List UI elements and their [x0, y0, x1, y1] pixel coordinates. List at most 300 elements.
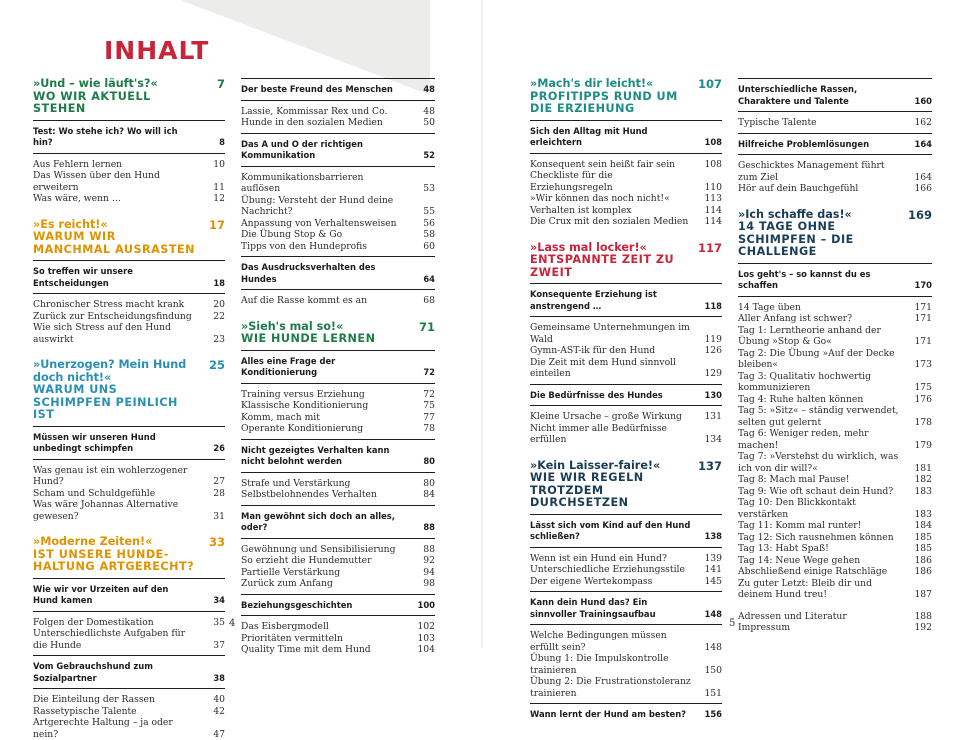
toc-column-3: [530, 78, 722, 721]
toc-subsection: [530, 597, 722, 620]
chapter-heading: [33, 78, 225, 116]
chapter-page-number: 33: [209, 536, 225, 549]
toc-entry-title: Anpassung von Verhaltensweisen: [241, 218, 397, 229]
toc-entry: [530, 205, 722, 217]
toc-entry: [33, 193, 225, 205]
toc-entry-title: Der beste Freund des Menschen: [241, 84, 393, 94]
toc-subsection: [738, 269, 932, 292]
toc-entry-title: Kleine Ursache – große Wirkung: [530, 411, 682, 422]
toc-entry-page: 58: [423, 229, 435, 241]
toc-entry: [738, 394, 932, 406]
toc-entry: [530, 322, 722, 345]
section-divider: [241, 350, 435, 351]
toc-entry: [530, 630, 722, 653]
toc-entry-title: Tag 7: »Verstehst du wirklich, was ich von dir will?«: [738, 451, 898, 474]
toc-entry: [738, 405, 932, 428]
toc-entry-title: Nicht immer alle Bedürfnisse erfüllen: [530, 423, 667, 446]
toc-entry-page: 48: [423, 84, 435, 96]
toc-entry-title: Das Eisbergmodell: [241, 621, 329, 632]
toc-entry: [530, 564, 722, 576]
toc-entry-page: 20: [213, 299, 225, 311]
section-divider: [241, 615, 435, 616]
toc-entry-page: 23: [213, 334, 225, 346]
chapter-page-number: 71: [419, 321, 435, 334]
toc-subsection: [33, 432, 225, 455]
toc-entry-page: 75: [423, 400, 435, 412]
toc-entry-title: Los geht's – so kannst du es schaffen: [738, 269, 870, 291]
toc-entry-page: 175: [914, 382, 932, 394]
toc-entry-page: 118: [705, 301, 722, 313]
section-divider: [530, 384, 722, 385]
toc-entry-title: Übung 2: Die Frustrationstoleranz trainieren: [530, 676, 691, 699]
toc-entry-title: Verhalten ist komplex: [530, 205, 631, 216]
toc-entry-title: Typische Talente: [738, 117, 817, 128]
toc-entry-page: 94: [423, 567, 435, 579]
toc-column-1: [33, 78, 225, 740]
toc-entry: [241, 295, 435, 307]
toc-entry: [738, 313, 932, 325]
toc-entry: [530, 653, 722, 676]
toc-entry-page: 60: [423, 241, 435, 253]
toc-subsection: [241, 84, 435, 96]
toc-entry-page: 88: [423, 544, 435, 556]
toc-entry-page: 185: [914, 532, 932, 544]
toc-entry: [241, 633, 435, 645]
toc-entry-page: 164: [915, 139, 932, 151]
toc-entry-page: 8: [219, 137, 225, 149]
toc-entry-page: 108: [704, 159, 722, 171]
toc-entry-title: Kann dein Hund das? Ein sinnvoller Trainingsaufbau: [530, 597, 656, 619]
chapter-page-number: 7: [217, 78, 225, 91]
toc-entry-page: 110: [704, 182, 722, 194]
page-title: INHALT: [104, 36, 209, 65]
section-divider: [33, 260, 225, 261]
toc-entry-title: Die Einteilung der Rassen: [33, 694, 155, 705]
toc-entry-page: 181: [914, 463, 932, 475]
toc-entry: [530, 576, 722, 588]
toc-entry-page: 126: [704, 345, 722, 357]
toc-entry-title: Quality Time mit dem Hund: [241, 644, 371, 655]
section-divider: [530, 153, 722, 154]
toc-entry-title: Hör auf dein Bauchgefühl: [738, 183, 858, 194]
toc-entry: [33, 694, 225, 706]
toc-entry: [241, 241, 435, 253]
toc-entry: [738, 117, 932, 129]
chapter-heading: [33, 219, 225, 257]
toc-entry-title: Gewöhnung und Sensibilisierung: [241, 544, 395, 555]
toc-subsection: [738, 84, 932, 107]
toc-entry-title: Prioritäten vermitteln: [241, 633, 343, 644]
toc-entry: [33, 465, 225, 488]
toc-entry: [738, 183, 932, 195]
toc-entry-page: 34: [213, 595, 225, 607]
toc-entry-page: 186: [914, 555, 932, 567]
toc-entry-page: 12: [213, 193, 225, 205]
chapter-heading: [738, 209, 932, 259]
section-divider: [738, 111, 932, 112]
toc-subsection: [241, 139, 435, 162]
toc-entry: [241, 117, 435, 129]
section-divider: [33, 120, 225, 121]
toc-entry-page: 187: [914, 589, 932, 601]
chapter-subtitle: WO WIR AKTUELL STEHEN: [33, 91, 197, 116]
toc-entry-page: 38: [213, 673, 225, 685]
toc-entry-page: 171: [914, 302, 932, 314]
toc-entry-title: Partielle Verstärkung: [241, 567, 340, 578]
toc-entry-page: 188: [914, 611, 932, 623]
toc-entry-title: Übung 1: Die Impulskontrolle trainieren: [530, 653, 669, 676]
toc-entry-page: 37: [213, 640, 225, 652]
toc-entry-title: Zurück zur Entscheidungsfindung: [33, 311, 192, 322]
section-divider: [738, 296, 932, 297]
chapter-heading: [530, 242, 722, 280]
toc-entry-page: 183: [914, 486, 932, 498]
chapter-title: »Kein Laisser-faire!«: [530, 459, 660, 472]
toc-entry: [738, 622, 932, 634]
section-divider: [530, 703, 722, 704]
toc-entry: [738, 428, 932, 451]
section-divider: [33, 426, 225, 427]
toc-entry-title: Zurück zum Anfang: [241, 578, 333, 589]
section-divider: [738, 78, 932, 79]
toc-entry: [738, 532, 932, 544]
toc-entry-title: Tag 4: Ruhe halten können: [738, 394, 863, 405]
toc-entry-page: 183: [914, 509, 932, 521]
toc-entry-title: Test: Wo stehe ich? Wo will ich hin?: [33, 126, 178, 148]
toc-entry-page: 114: [704, 205, 722, 217]
toc-entry-title: Was wäre Johannas Alternative gewesen?: [33, 499, 178, 522]
toc-entry: [530, 193, 722, 205]
toc-entry-page: 102: [417, 621, 435, 633]
toc-entry-title: Konsequent sein heißt fair sein: [530, 159, 675, 170]
toc-entry-page: 72: [423, 367, 435, 379]
toc-entry-title: Artgerechte Haltung – ja oder nein?: [33, 717, 173, 740]
toc-entry-page: 64: [423, 274, 435, 286]
toc-entry-page: 92: [423, 555, 435, 567]
section-divider: [241, 505, 435, 506]
section-divider: [33, 578, 225, 579]
toc-entry-page: 151: [704, 688, 722, 700]
toc-entry-title: Tag 2: Die Übung »Auf der Decke bleiben«: [738, 348, 895, 371]
toc-entry-page: 98: [423, 578, 435, 590]
toc-entry-title: Die Bedürfnisse des Hundes: [530, 390, 663, 400]
toc-entry-title: Unterschiedlichste Aufgaben für die Hunde: [33, 628, 185, 651]
toc-entry: [241, 389, 435, 401]
toc-subsection: [530, 709, 722, 721]
section-divider: [241, 538, 435, 539]
toc-entry-title: Selbstbelohnendes Verhalten: [241, 489, 377, 500]
toc-entry-page: 138: [705, 531, 722, 543]
section-divider: [33, 293, 225, 294]
toc-entry-page: 182: [914, 474, 932, 486]
toc-entry-page: 108: [705, 137, 722, 149]
toc-entry: [241, 400, 435, 412]
toc-entry-page: 22: [213, 311, 225, 323]
toc-entry: [738, 543, 932, 555]
chapter-subtitle: IST UNSERE HUNDE-HALTUNG ARTGERECHT?: [33, 549, 197, 574]
toc-entry-page: 148: [704, 642, 722, 654]
toc-entry-page: 184: [914, 520, 932, 532]
toc-entry-page: 56: [423, 218, 435, 230]
toc-entry-title: Tag 13: Habt Spaß!: [738, 543, 829, 554]
toc-entry-title: Training versus Erziehung: [241, 389, 365, 400]
toc-entry-page: 173: [914, 359, 932, 371]
toc-entry: [33, 617, 225, 629]
toc-entry-page: 150: [704, 665, 722, 677]
toc-entry-title: Tag 3: Qualitativ hochwertig kommunizieren: [738, 371, 871, 394]
section-divider: [530, 405, 722, 406]
toc-entry-page: 156: [705, 709, 722, 721]
toc-entry-title: So treffen wir unsere Entscheidungen: [33, 266, 133, 288]
section-divider: [530, 514, 722, 515]
toc-entry: [241, 555, 435, 567]
toc-entry-title: Konsequente Erziehung ist anstrengend …: [530, 289, 657, 311]
toc-entry-page: 103: [417, 633, 435, 645]
section-divider: [241, 472, 435, 473]
toc-entry-page: 130: [705, 390, 722, 402]
toc-subsection: [241, 356, 435, 379]
toc-entry-title: Müssen wir unseren Hund unbedingt schimpfen: [33, 432, 156, 454]
section-divider: [241, 256, 435, 257]
chapter-subtitle: ENTSPANNTE ZEIT ZU ZWEIT: [530, 254, 694, 279]
toc-entry: [241, 578, 435, 590]
page-number-right: 5: [729, 618, 735, 629]
section-divider: [241, 166, 435, 167]
toc-entry-page: 104: [417, 644, 435, 656]
toc-entry-title: Tag 6: Weniger reden, mehr machen!: [738, 428, 869, 451]
toc-entry: [530, 423, 722, 446]
toc-entry-title: 14 Tage üben: [738, 302, 801, 313]
toc-subsection: [33, 266, 225, 289]
section-divider: [241, 594, 435, 595]
toc-subsection: [33, 661, 225, 684]
chapter-subtitle: 14 TAGE OHNE SCHIMPFEN – DIE CHALLENGE: [738, 221, 904, 259]
toc-entry-title: Wie wir vor Urzeiten auf den Hund kamen: [33, 584, 168, 606]
toc-entry: [241, 106, 435, 118]
toc-entry: [738, 520, 932, 532]
toc-entry-page: 48: [423, 106, 435, 118]
toc-entry: [738, 611, 932, 623]
toc-entry-page: 42: [213, 706, 225, 718]
section-divider: [530, 624, 722, 625]
toc-entry: [530, 216, 722, 228]
chapter-heading: [530, 78, 722, 116]
toc-entry-page: 192: [914, 622, 932, 634]
toc-subsection: [530, 520, 722, 543]
toc-entry-title: Abschließend einige Ratschläge: [738, 566, 887, 577]
toc-entry-page: 72: [423, 389, 435, 401]
toc-entry-page: 100: [418, 600, 435, 612]
toc-entry-page: 119: [704, 334, 722, 346]
toc-entry: [530, 170, 722, 193]
toc-entry: [33, 488, 225, 500]
spacer: [738, 601, 932, 611]
section-divider: [530, 283, 722, 284]
page-number-left: 4: [229, 618, 235, 629]
toc-entry-title: Gemeinsame Unternehmungen im Wald: [530, 322, 690, 345]
toc-entry-page: 162: [914, 117, 932, 129]
section-divider: [33, 655, 225, 656]
toc-entry: [738, 302, 932, 314]
toc-entry-title: »Wir können das noch nicht!«: [530, 193, 670, 204]
toc-entry: [241, 644, 435, 656]
toc-entry-page: 176: [914, 394, 932, 406]
toc-entry-title: Tag 8: Mach mal Pause!: [738, 474, 849, 485]
toc-entry-title: Chronischer Stress macht krank: [33, 299, 184, 310]
toc-entry-page: 186: [914, 566, 932, 578]
toc-entry-page: 84: [423, 489, 435, 501]
toc-subsection: [33, 126, 225, 149]
toc-entry: [33, 311, 225, 323]
toc-column-4: [738, 78, 932, 634]
toc-entry-page: 28: [213, 488, 225, 500]
toc-entry-title: So erzieht die Hundemutter: [241, 555, 372, 566]
section-divider: [738, 133, 932, 134]
toc-entry: [33, 628, 225, 651]
toc-subsection: [530, 126, 722, 149]
toc-entry-page: 164: [914, 172, 932, 184]
section-divider: [738, 154, 932, 155]
toc-entry-title: Sich den Alltag mit Hund erleichtern: [530, 126, 648, 148]
toc-entry-title: Aller Anfang ist schwer?: [738, 313, 852, 324]
toc-subsection: [241, 600, 435, 612]
toc-column-2: [241, 78, 435, 656]
toc-subsection: [241, 511, 435, 534]
toc-entry-title: Wenn ist ein Hund ein Hund?: [530, 553, 667, 564]
toc-entry: [241, 423, 435, 435]
toc-entry-title: Unterschiedliche Erziehungsstile: [530, 564, 685, 575]
toc-entry: [738, 451, 932, 474]
chapter-title: »Sieh's mal so!«: [241, 320, 343, 333]
toc-entry: [241, 218, 435, 230]
section-divider: [33, 459, 225, 460]
toc-entry: [738, 160, 932, 183]
chapter-page-number: 169: [908, 209, 932, 222]
toc-entry: [738, 348, 932, 371]
chapter-page-number: 117: [698, 242, 722, 255]
section-divider: [241, 133, 435, 134]
section-divider: [530, 316, 722, 317]
toc-entry: [241, 478, 435, 490]
toc-entry-page: 185: [914, 543, 932, 555]
toc-entry-page: 31: [213, 511, 225, 523]
toc-entry-page: 18: [213, 278, 225, 290]
toc-entry-title: Komm, mach mit: [241, 412, 320, 423]
toc-entry-page: 148: [705, 609, 722, 621]
toc-entry-page: 40: [213, 694, 225, 706]
section-divider: [738, 263, 932, 264]
toc-entry-title: Strafe und Verstärkung: [241, 478, 350, 489]
toc-entry-title: Hilfreiche Problemlösungen: [738, 139, 869, 149]
toc-entry-title: Welche Bedingungen müssen erfüllt sein?: [530, 630, 667, 653]
toc-entry-page: 52: [423, 150, 435, 162]
toc-entry-page: 68: [423, 295, 435, 307]
chapter-subtitle: WIE WIR REGELN TROTZDEM DURCHSETZEN: [530, 472, 694, 510]
chapter-title: »Es reicht!«: [33, 218, 108, 231]
chapter-title: »Unerzogen? Mein Hund doch nicht!«: [33, 358, 186, 384]
toc-entry-page: 179: [914, 440, 932, 452]
toc-entry-title: Was wäre, wenn …: [33, 193, 121, 204]
toc-entry: [738, 474, 932, 486]
section-divider: [241, 289, 435, 290]
toc-entry: [33, 170, 225, 193]
chapter-page-number: 25: [209, 359, 225, 372]
toc-entry: [738, 371, 932, 394]
toc-entry-title: Aus Fehlern lernen: [33, 159, 122, 170]
toc-entry-title: Tag 11: Komm mal runter!: [738, 520, 861, 531]
toc-entry: [738, 555, 932, 567]
toc-entry-title: Tag 9: Wie oft schaut dein Hund?: [738, 486, 893, 497]
toc-entry-page: 131: [704, 411, 722, 423]
toc-entry-title: Impressum: [738, 622, 790, 633]
section-divider: [241, 100, 435, 101]
section-divider: [241, 383, 435, 384]
toc-entry: [530, 357, 722, 380]
toc-entry-page: 78: [423, 423, 435, 435]
chapter-title: »Ich schaffe das!«: [738, 208, 852, 221]
toc-entry-title: Das A und O der richtigen Kommunikation: [241, 139, 363, 161]
toc-entry: [738, 325, 932, 348]
toc-entry-page: 166: [914, 183, 932, 195]
toc-entry-page: 178: [914, 417, 932, 429]
toc-entry-title: Die Zeit mit dem Hund sinnvoll einteilen: [530, 357, 676, 380]
toc-entry: [530, 411, 722, 423]
toc-entry: [241, 489, 435, 501]
toc-entry-page: 80: [423, 456, 435, 468]
toc-entry: [33, 706, 225, 718]
toc-entry-title: Rassetypische Talente: [33, 706, 137, 717]
toc-entry-title: Übung: Versteht der Hund deine Nachricht?: [241, 195, 393, 218]
toc-entry-page: 77: [423, 412, 435, 424]
toc-subsection: [33, 584, 225, 607]
toc-entry-title: Auf die Rasse kommt es an: [241, 295, 367, 306]
chapter-subtitle: WARUM WIR MANCHMAL AUSRASTEN: [33, 231, 197, 256]
toc-entry-page: 139: [704, 553, 722, 565]
toc-entry-page: 35: [213, 617, 225, 629]
toc-entry-title: Operante Konditionierung: [241, 423, 363, 434]
toc-entry: [530, 553, 722, 565]
toc-entry-title: Wann lernt der Hund am besten?: [530, 709, 686, 719]
toc-entry-title: Alles eine Frage der Konditionierung: [241, 356, 335, 378]
book-gutter: [481, 0, 483, 648]
chapter-heading: [33, 536, 225, 574]
toc-entry-page: 171: [914, 313, 932, 325]
toc-entry-title: Nicht gezeigtes Verhalten kann nicht belohnt werden: [241, 445, 389, 467]
toc-entry-title: Vom Gebrauchshund zum Sozialpartner: [33, 661, 153, 683]
section-divider: [241, 439, 435, 440]
section-divider: [530, 547, 722, 548]
toc-subsection: [241, 445, 435, 468]
toc-entry-title: Scham und Schuldgefühle: [33, 488, 155, 499]
toc-entry-title: Beziehungsgeschichten: [241, 600, 352, 610]
toc-entry-title: Lässt sich vom Kind auf den Hund schließen?: [530, 520, 690, 542]
toc-entry: [33, 322, 225, 345]
toc-entry-page: 134: [704, 434, 722, 446]
toc-entry: [33, 499, 225, 522]
toc-entry-page: 47: [213, 729, 225, 740]
section-divider: [33, 153, 225, 154]
chapter-heading: [241, 321, 435, 346]
toc-entry-title: Man gewöhnt sich doch an alles, oder?: [241, 511, 395, 533]
toc-entry-title: Gymn-AST-ik für den Hund: [530, 345, 655, 356]
toc-entry-title: Tag 12: Sich rausnehmen können: [738, 532, 894, 543]
toc-entry: [738, 578, 932, 601]
toc-entry-page: 27: [213, 476, 225, 488]
toc-entry: [530, 676, 722, 699]
toc-entry-title: Tag 10: Den Blickkontakt verstärken: [738, 497, 856, 520]
toc-entry-page: 114: [704, 216, 722, 228]
toc-entry-title: Geschicktes Management führt zum Ziel: [738, 160, 885, 183]
